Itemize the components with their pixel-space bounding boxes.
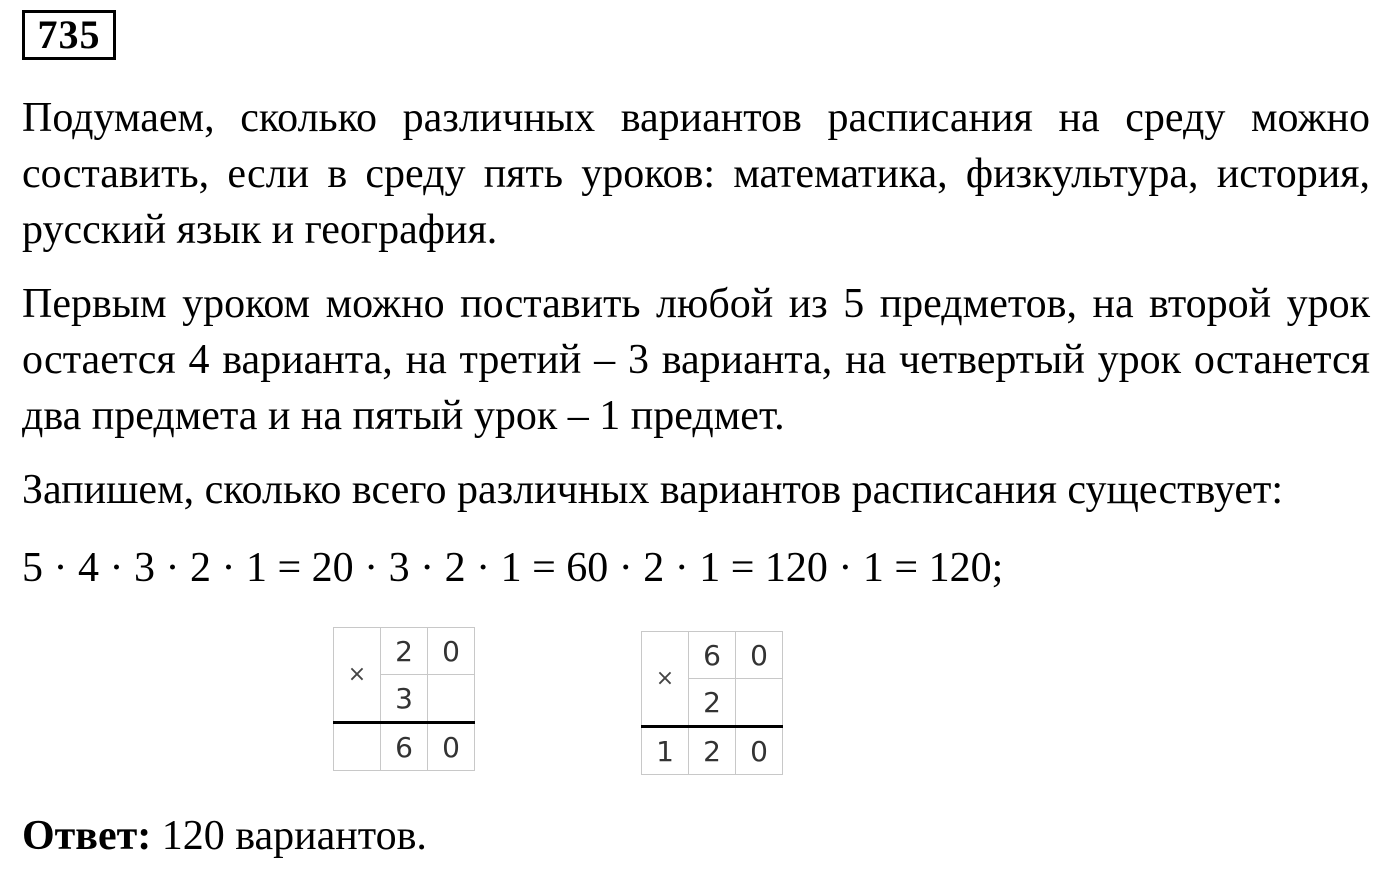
digit-cell: 0 [736,632,783,679]
digit-cell: 3 [381,675,428,723]
digit-cell: 2 [381,628,428,675]
answer-label: Ответ: [22,813,152,859]
paragraph-intro: Подумаем, сколько различных вариантов расписания на среду можно составить, если в среду пять уроков: математика, физкультура, история, русский язык и география. [22,95,1370,253]
digit-cell: 2 [689,679,736,727]
paragraph-reasoning: Первым уроком можно поставить любой из 5 предметов, на второй урок остается 4 варианта, на третий – 3 варианта, на четвертый урок останется два предмета и на пятый урок – 1 предмет. [22,281,1370,439]
digit-cell [428,675,475,723]
digit-cell: 2 [689,727,736,775]
digit-cell: 6 [689,632,736,679]
digit-cell: 0 [736,727,783,775]
digit-cell: 0 [428,628,475,675]
answer [22,808,427,864]
paragraph-conclusion: Запишем, сколько всего различных вариантов расписания существует: [22,467,1284,513]
digit-cell [736,679,783,727]
digit-cell: 1 [642,727,689,775]
digit-cell: 0 [428,723,475,771]
column-multiplication-1 [333,627,475,771]
answer-text: 120 вариантов. [151,813,427,859]
column-multiplication-2 [641,631,783,775]
digit-cell: 6 [381,723,428,771]
digit-cell [334,723,381,771]
equation: 5 · 4 · 3 · 2 · 1 = 20 · 3 · 2 · 1 = 60 · 2 · 1 = 120 · 1 = 120; [22,545,1004,591]
problem-number: 735 [22,10,116,60]
multiply-sign: × [642,632,689,727]
multiply-sign: × [334,628,381,723]
